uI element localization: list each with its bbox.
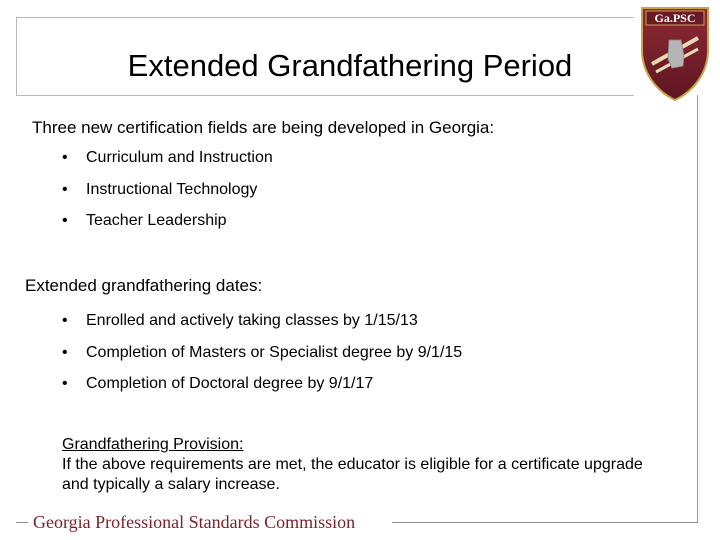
- list-item: [62, 374, 373, 394]
- bullet-icon: •: [62, 181, 68, 198]
- frame-right-line: [697, 95, 698, 523]
- bullet-icon: •: [62, 149, 68, 166]
- list-item: [62, 148, 273, 168]
- bullet-icon: •: [62, 375, 68, 392]
- footer-line-left: [16, 522, 28, 523]
- intro-text: Three new certification fields are being developed in Georgia:: [32, 118, 495, 137]
- field-curriculum: Curriculum and Instruction: [86, 149, 273, 166]
- date-masters: Completion of Masters or Specialist degree by 9/1/15: [86, 344, 463, 361]
- date-doctoral: Completion of Doctoral degree by 9/1/17: [86, 375, 374, 392]
- slide-title: Extended Grandfathering Period: [127, 48, 573, 83]
- frame-left-line: [16, 17, 17, 95]
- provision-heading: Grandfathering Provision:: [62, 436, 244, 453]
- dates-heading: Extended grandfathering dates:: [25, 276, 263, 295]
- bullet-icon: •: [62, 344, 68, 361]
- footer-org-name: Georgia Professional Standards Commission: [33, 512, 356, 532]
- frame-top-line: [16, 17, 634, 18]
- list-item: [62, 211, 227, 231]
- field-leadership: Teacher Leadership: [86, 212, 227, 229]
- gapsc-shield-logo: [638, 4, 712, 104]
- date-enrolled: Enrolled and actively taking classes by 1/15/13: [86, 312, 418, 329]
- list-item: [62, 343, 462, 363]
- logo-text: Ga.PSC: [654, 11, 696, 25]
- bullet-icon: •: [62, 212, 68, 229]
- title-divider: [16, 95, 634, 96]
- field-tech: Instructional Technology: [86, 181, 258, 198]
- footer-line-right: [392, 522, 698, 523]
- provision-body: If the above requirements are met, the educator is eligible for a certificate upgrade and typically a salary increase.: [62, 456, 643, 493]
- list-item: [62, 180, 257, 200]
- bullet-icon: •: [62, 312, 68, 329]
- list-item: [62, 311, 418, 331]
- provision-block: [62, 435, 662, 495]
